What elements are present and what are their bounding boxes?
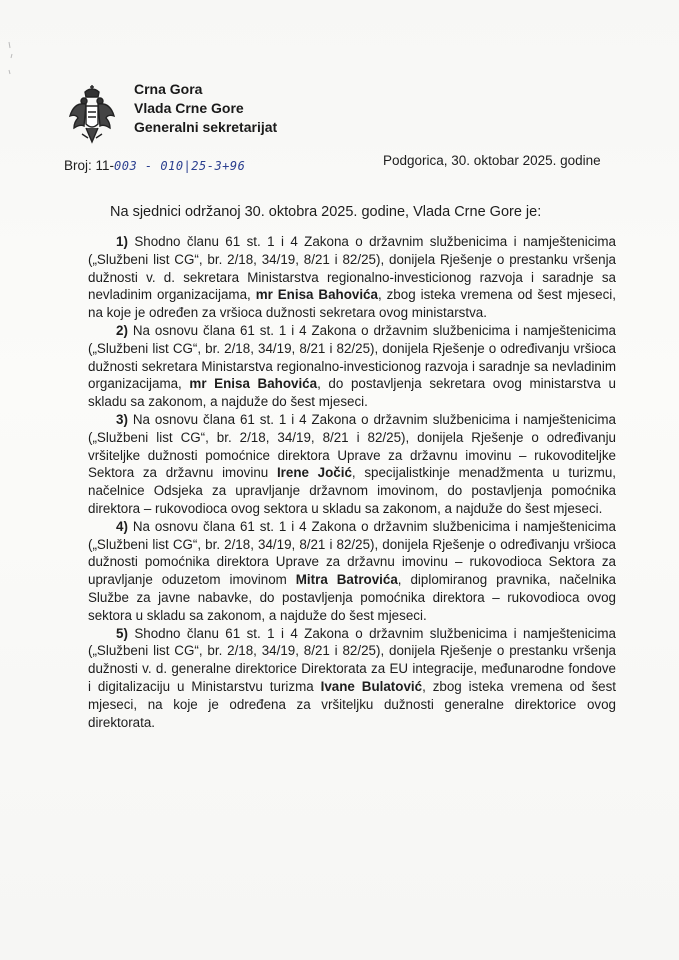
intro-sentence: Na sjednici održanoj 30. oktobra 2025. godine, Vlada Crne Gore je: — [110, 204, 542, 220]
decision-text-end: , specijalistkinje menadžmenta u turizmu, načelnice Odsjeka za upravljanje državnom imovinom, do postavljenja pomoćnika direktora – rukovodioca ovog sektora u skladu sa zakonom, a najduže do šest mjeseci. — [88, 465, 616, 516]
decision-number: 1) — [116, 234, 128, 249]
decision-text-end: , zbog isteka vremena od šest mjeseci, na koje je određen za vršioca dužnosti sekretara ovog ministarstva. — [88, 287, 616, 321]
reference-number — [64, 158, 245, 173]
issuer-block — [134, 80, 277, 137]
decision-text-end: , zbog isteka vremena od šest mjeseci, na koje je određena za vršiteljku dužnosti generalne direktorice ovog direktorata. — [88, 678, 617, 730]
decision-person: Ivane Bulatović — [320, 678, 423, 694]
decision-number: 4) — [116, 518, 128, 534]
reference-handwritten: 003 - 010|25-3+96 — [114, 159, 246, 173]
decision-person: Irene Jočić — [276, 465, 352, 481]
decision-text: Na osnovu člana 61 st. 1 i 4 Zakona o državnim službenicima i namještenicima („Službeni list CG“, br. 2/18, 34/19, 8/21 i 82/25), donijela Rješenje o određivanju vršioca dužnosti pomoćnika direktora Uprave za državnu imovinu – rukovodioca Sektora za upravljanje oduzetom imovinom — [88, 518, 616, 588]
decision-number: 5) — [116, 625, 128, 641]
reference-label: Broj: 11- — [64, 158, 115, 173]
decision-number: 3) — [116, 411, 128, 427]
margin-mark-icon — [6, 40, 16, 80]
decision-item — [88, 625, 616, 732]
decision-person: Mitra Batrovića — [295, 572, 398, 588]
decision-text: Shodno članu 61 st. 1 i 4 Zakona o državnim službenicima i namještenicima („Službeni list CG“, br. 2/18, 34/19, 8/21 i 82/25), donijela Rješenje o prestanku vršenja dužnosti v. d. sekretara Ministarstva regionalno-investicionog razvoja i saradnje sa nevladinim organizacijama, — [88, 234, 616, 303]
decision-text: Shodno članu 61 st. 1 i 4 Zakona o državnim službenicima i namještenicima („Službeni list CG“, br. 2/18, 34/19, 8/21 i 82/25), donijela Rješenje o prestanku vršenja dužnosti v. d. generalne direktorice Direktorata za EU integracije, međunarodne fondove i digitalizaciju u Ministarstvu turizma — [88, 625, 616, 694]
decision-item — [88, 322, 616, 411]
decisions-list — [88, 233, 616, 731]
issuer-country: Crna Gora — [134, 81, 203, 97]
decision-text-end: , do postavljenja sekretara ovog ministarstva u skladu sa zakonom, a najduže do šest mjeseci. — [88, 376, 616, 410]
decision-person: mr Enisa Bahovića — [255, 287, 378, 303]
place-date: Podgorica, 30. oktobar 2025. godine — [383, 153, 601, 168]
decision-item — [88, 518, 616, 625]
decision-number: 2) — [116, 322, 128, 338]
decision-text: Na osnovu člana 61 st. 1 i 4 Zakona o državnim službenicima i namještenicima („Službeni list CG“, br. 2/18, 34/19, 8/21 i 82/25), donijela Rješenje o određivanju vršioca dužnosti sekretara Ministarstva regionalno-investicionog razvoja i saradnje sa nevladinim organizacijama, — [88, 322, 616, 392]
coat-of-arms-icon — [68, 84, 116, 148]
decision-person: mr Enisa Bahovića — [189, 376, 318, 392]
decision-item — [88, 411, 616, 518]
decision-text: Na osnovu člana 61 st. 1 i 4 Zakona o državnim službenicima i namještenicima („Službeni list CG“, br. 2/18, 34/19, 8/21 i 82/25), donijela Rješenje o određivanju vršiteljke dužnosti pomoćnice direktora Uprave za državnu imovinu – rukovoditeljke Sektora za državnu imovinu — [88, 411, 616, 481]
decision-text-end: , diplomiranog pravnika, načelnika Službe za javne nabavke, do postavljenja pomoćnika direktora – rukovodioca ovog sektora u skladu sa zakonom, a najduže do šest mjeseci. — [88, 572, 616, 623]
issuer-secretariat: Generalni sekretarijat — [134, 119, 278, 135]
issuer-government: Vlada Crne Gore — [134, 100, 244, 116]
decision-item — [88, 233, 616, 322]
